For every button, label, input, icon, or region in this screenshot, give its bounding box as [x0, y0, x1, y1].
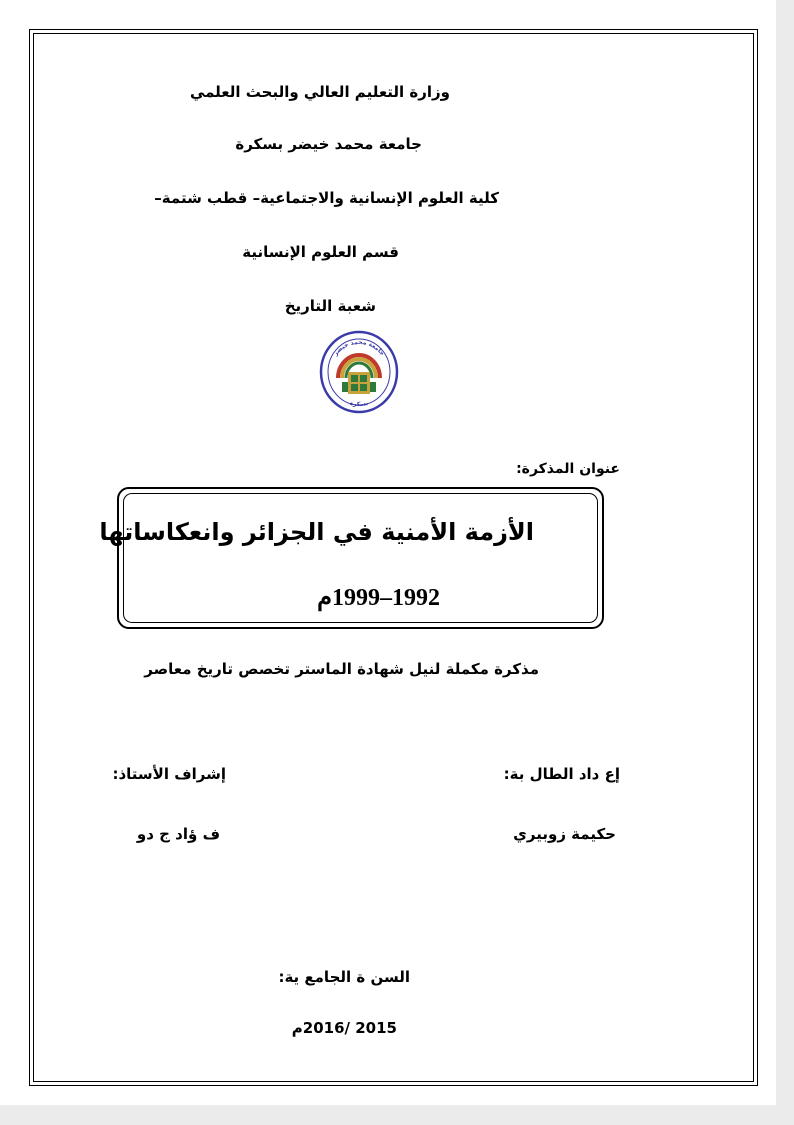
supervisor-label: إشراف الأستاذ: [112, 765, 226, 783]
branch-name: شعبة التاريخ [284, 297, 376, 315]
academic-year-value: 2015 /2016م [291, 1019, 397, 1037]
viewer-bottom-bar [0, 1105, 794, 1125]
title-frame [99, 487, 604, 629]
ministry-name: وزارة التعليم العالي والبحث العلمي [189, 83, 450, 101]
department-name: قسم العلوم الإنسانية [242, 243, 399, 261]
memo-title-label: عنوان المذكرة: [516, 461, 620, 477]
memo-title: الأزمة الأمنية في الجزائر وانعكاساتها [99, 518, 534, 546]
student-name: حكيمة زوبيري [513, 825, 616, 843]
logo-bottom-text: بسكرة [349, 399, 370, 409]
memo-years: 1992–1999م [317, 585, 440, 611]
academic-year-label: السن ة الجامع ية: [278, 968, 410, 986]
memo-description: مذكرة مكملة لنيل شهادة الماستر تخصص تاريخ معاصر [144, 660, 539, 678]
logo-top-text: جامعة محمد خيضر [332, 338, 386, 358]
student-label: إع داد الطال بة: [503, 765, 620, 783]
university-name: جامعة محمد خيضر بسكرة [235, 135, 422, 153]
university-logo [318, 330, 400, 415]
faculty-name: كلية العلوم الإنسانية والاجتماعية– قطب شتمة– [154, 189, 499, 207]
supervisor-name: ف ؤاد ج دو [136, 825, 220, 843]
